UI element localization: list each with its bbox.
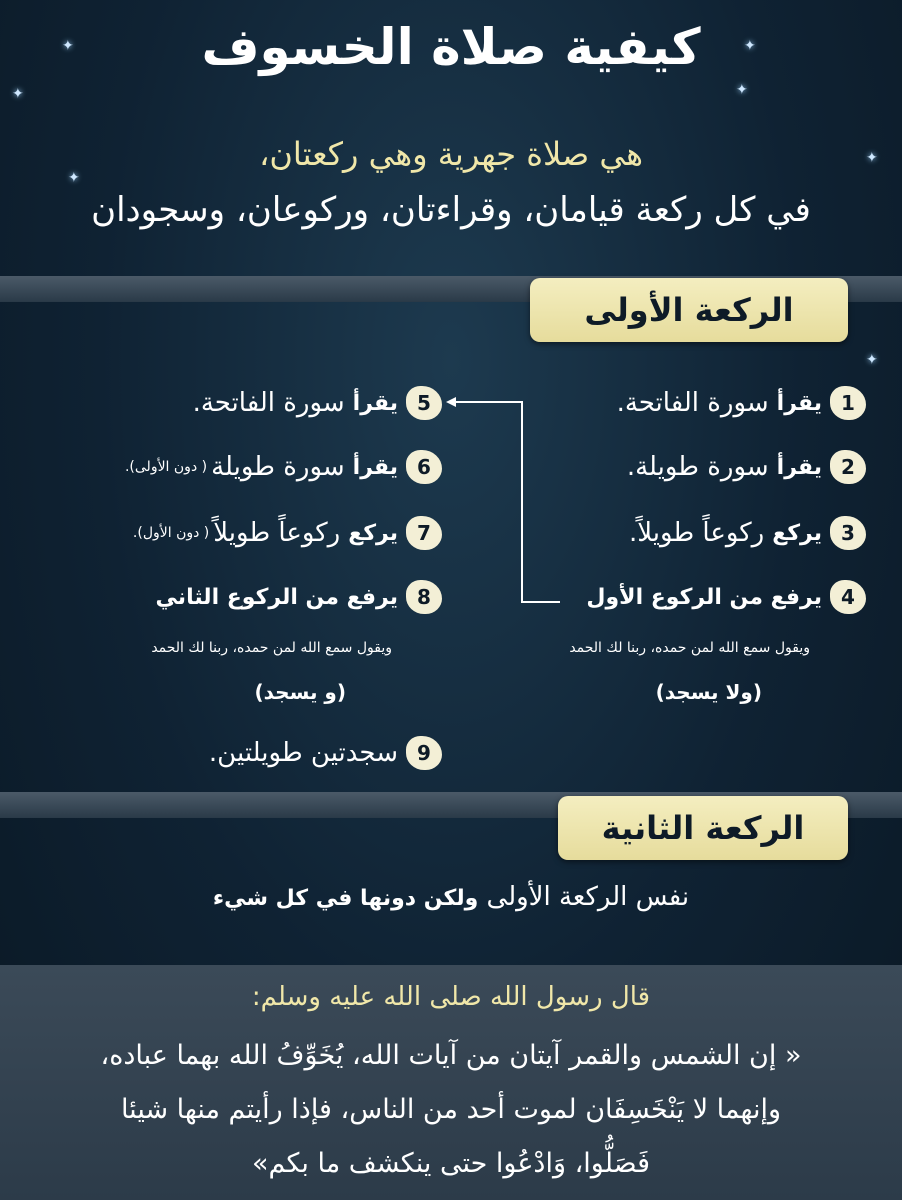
step-number-badge: 9 — [406, 736, 442, 770]
star-icon: ✦ — [12, 86, 24, 102]
intro-line-2: في كل ركعة قيامان، وقراءتان، وركوعان، وسجودان — [91, 190, 811, 230]
step-verb: يقرأ — [352, 390, 398, 416]
step-5 — [193, 386, 442, 420]
step-text: ركوعاً طويلاً — [213, 518, 341, 548]
step-6 — [125, 450, 442, 484]
step-text: ركوعاً طويلاً. — [629, 518, 765, 548]
page-title: كيفية صلاة الخسوف — [201, 18, 701, 76]
step-number-badge: 8 — [406, 580, 442, 614]
step-1 — [617, 386, 866, 420]
step-text: سورة الفاتحة. — [616, 388, 769, 418]
step-number-badge: 7 — [406, 516, 442, 550]
step-note: ( دون الأولى). — [124, 459, 208, 475]
star-icon: ✦ — [68, 170, 80, 186]
star-icon: ✦ — [866, 150, 878, 166]
hadith-line-3: فَصَلُّوا، وَادْعُوا حتى ينكشف ما بكم» — [251, 1148, 650, 1179]
step-text: سورة طويلة. — [626, 452, 769, 482]
step-2 — [627, 450, 866, 484]
step-text: سورة الفاتحة. — [192, 388, 345, 418]
first-rakah-heading: الركعة الأولى — [530, 278, 848, 342]
hadith-line-1: « إن الشمس والقمر آيتان من آيات الله، يُخَوِّفُ الله بهما عباده، — [100, 1040, 802, 1071]
step-4 — [578, 580, 866, 614]
step-text: سجدتين طويلتين. — [208, 738, 398, 768]
step-number-badge: 3 — [830, 516, 866, 550]
step-text: سورة طويلة — [211, 452, 345, 482]
step-verb: يرفع من الركوع الثاني — [155, 584, 398, 610]
step-3 — [629, 516, 866, 550]
second-rakah-heading: الركعة الثانية — [558, 796, 848, 860]
step-8 — [148, 580, 442, 614]
right-saying: ويقول سمع الله لمن حمده، ربنا لك الحمد — [569, 640, 810, 656]
step-verb: يقرأ — [352, 454, 398, 480]
step-number-badge: 4 — [830, 580, 866, 614]
star-icon: ✦ — [866, 352, 878, 368]
step-verb: يركع — [348, 520, 398, 546]
right-after: (ولا يسجد) — [655, 680, 762, 704]
step-note: ( دون الأول). — [132, 525, 210, 541]
step-7 — [133, 516, 442, 550]
second-rakah-text-b: ولكن دونها في كل شيء — [212, 886, 479, 911]
left-after: (و يسجد) — [254, 680, 346, 704]
step-9 — [209, 736, 442, 770]
step-verb: يقرأ — [776, 454, 822, 480]
step-number-badge: 1 — [830, 386, 866, 420]
second-rakah-text — [0, 882, 902, 912]
left-saying: ويقول سمع الله لمن حمده، ربنا لك الحمد — [151, 640, 392, 656]
step-verb: يرفع من الركوع الأول — [586, 584, 822, 610]
hadith-line-2: وإنهما لا يَنْخَسِفَان لموت أحد من الناس، فإذا رأيتم منها شيئا — [120, 1094, 782, 1125]
step-number-badge: 5 — [406, 386, 442, 420]
star-icon: ✦ — [736, 82, 748, 98]
star-icon: ✦ — [744, 38, 756, 54]
star-icon: ✦ — [62, 38, 74, 54]
step-number-badge: 2 — [830, 450, 866, 484]
step-verb: يركع — [772, 520, 822, 546]
hadith-intro: قال رسول الله صلى الله عليه وسلم: — [251, 982, 651, 1012]
second-rakah-text-a: نفس الركعة الأولى — [486, 882, 690, 912]
step-number-badge: 6 — [406, 450, 442, 484]
intro-line-1: هي صلاة جهرية وهي ركعتان، — [259, 135, 643, 173]
step-verb: يقرأ — [776, 390, 822, 416]
